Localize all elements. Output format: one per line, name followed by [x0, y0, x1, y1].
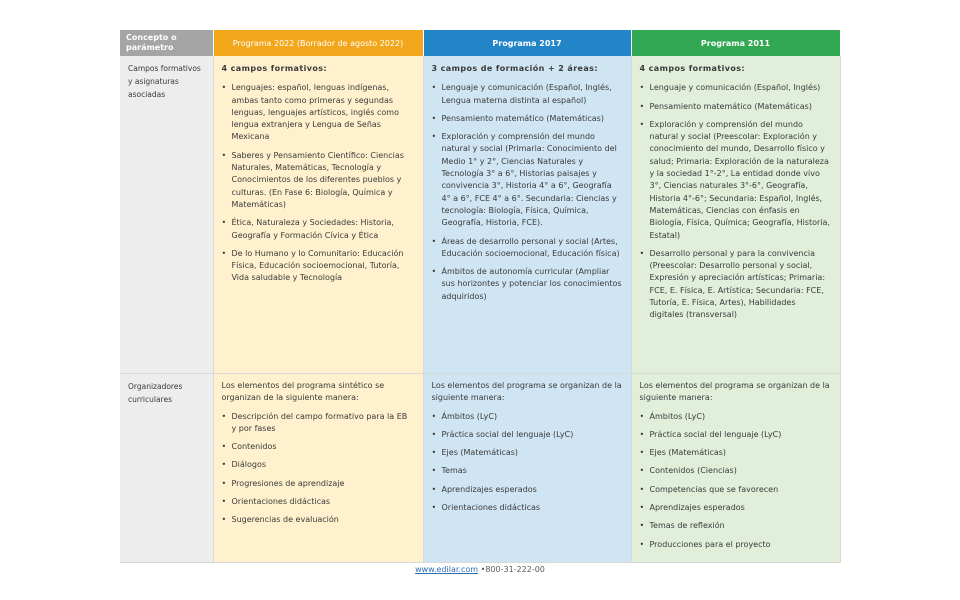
list-item: • Práctica social del lenguaje (LyC) [432, 429, 623, 441]
cell-caption: 4 campos formativos: [221, 64, 327, 73]
list-item: • Práctica social del lenguaje (LyC) [640, 429, 832, 441]
table-row-campos [120, 56, 840, 374]
bullet-list [432, 82, 623, 303]
list-item: • Saberes y Pensamiento Científico: Ciencias Naturales, Matemáticas, Tecnología y Conocimientos de los diferentes pueblos y culturas. (En Fase 6: Biología, Química y Matemáticas) [222, 150, 415, 211]
list-item: • Orientaciones didácticas [222, 496, 415, 508]
list-item: • Pensamiento matemático (Matemáticas) [432, 113, 623, 125]
row-label-organizadores: Organizadores curriculares [120, 374, 213, 563]
list-item: • Lenguaje y comunicación (Español, Inglés) [640, 82, 832, 94]
list-item: • Producciones para el proyecto [640, 539, 832, 551]
list-item: • Pensamiento matemático (Matemáticas) [640, 101, 832, 113]
list-item: • Progresiones de aprendizaje [222, 478, 415, 490]
cell-2011-campos [631, 56, 840, 374]
list-item: • De lo Humano y lo Comunitario: Educación Física, Educación socioemocional, Tutoría, Vida saludable y Tecnología [222, 248, 415, 285]
table-row-organizadores [120, 374, 840, 563]
list-item: • Ejes (Matemáticas) [432, 447, 623, 459]
bullet-list [222, 82, 415, 284]
header-concept: Concepto o parámetro [120, 30, 213, 56]
cell-intro: Los elementos del programa sintético se organizan de la siguiente manera: [221, 381, 385, 403]
list-item: • Exploración y comprensión del mundo natural y social (Primaria: Conocimiento del Medio 1° y 2°, Ciencias Naturales y Tecnología 3° a 6°, Historias paisajes y convivencia 3°, Historia 4° a 6°, Geografía 4° a 6°, FCE 4° a 6°. Secundaria: Ciencias y tecnología: Biología, Física, Química, Geografía, Historia, FCE). [432, 131, 623, 229]
list-item: • Sugerencias de evaluación [222, 514, 415, 526]
list-item: • Exploración y comprensión del mundo natural y social (Preescolar: Exploración y conocimiento del mundo, Desarrollo físico y salud; Primaria: Exploración de la naturaleza y la sociedad 1°-2°, La entidad donde vivo 3°, Ciencias naturales 3°-6°, Geografía, Historia 4°-6°; Secundaria: Español, Inglés, Matemáticas, Ciencias con énfasis en Biología, Física, Química; Geografía, Historia, Estatal) [640, 119, 832, 242]
list-item: • Áreas de desarrollo personal y social (Artes, Educación socioemocional, Educación física) [432, 236, 623, 261]
phone-number: •800-31-222-00 [480, 565, 545, 574]
bullet-list [432, 411, 623, 515]
header-program-2011: Programa 2011 [631, 30, 840, 56]
list-item: • Temas de reflexión [640, 520, 832, 532]
list-item: • Ámbitos de autonomía curricular (Ampliar sus horizontes y potenciar los conocimientos adquiridos) [432, 266, 623, 303]
list-item: • Lenguajes: español, lenguas indígenas, ambas tanto como primeras y segundas lenguas, lenguajes artísticos, inglés como lengua extranjera y Lengua de Señas Mexicana [222, 82, 415, 143]
cell-2017-campos [423, 56, 631, 374]
list-item: • Contenidos [222, 441, 415, 453]
cell-2022-campos [213, 56, 423, 374]
cell-intro: Los elementos del programa se organizan de la siguiente manera: [431, 381, 622, 403]
cell-caption: 3 campos de formación + 2 áreas: [431, 64, 598, 73]
comparison-table [120, 30, 841, 563]
bullet-list [640, 411, 832, 551]
list-item: • Competencias que se favorecen [640, 484, 832, 496]
list-item: • Ejes (Matemáticas) [640, 447, 832, 459]
cell-2017-organizadores [423, 374, 631, 563]
list-item: • Aprendizajes esperados [432, 484, 623, 496]
list-item: • Ética, Naturaleza y Sociedades: Historia, Geografía y Formación Cívica y Ética [222, 217, 415, 242]
bullet-list [640, 82, 832, 321]
list-item: • Contenidos (Ciencias) [640, 465, 832, 477]
list-item: • Desarrollo personal y para la convivencia (Preescolar: Desarrollo personal y social, Expresión y apreciación artísticas; Primaria: FCE, E. Física, E. Artística; Secundaria: FCE, Tutoría, E. Física, Artes), Habilidades digitales (transversal) [640, 248, 832, 322]
page-footer [0, 565, 960, 574]
list-item: • Ámbitos (LyC) [432, 411, 623, 423]
header-program-2017: Programa 2017 [423, 30, 631, 56]
list-item: • Lenguaje y comunicación (Español, Inglés, Lengua materna distinta al español) [432, 82, 623, 107]
cell-2022-organizadores [213, 374, 423, 563]
row-label-campos: Campos formativos y asignaturas asociadas [120, 56, 213, 374]
cell-2011-organizadores [631, 374, 840, 563]
list-item: • Orientaciones didácticas [432, 502, 623, 514]
list-item: • Diálogos [222, 459, 415, 471]
list-item: • Descripción del campo formativo para la EB y por fases [222, 411, 415, 436]
list-item: • Temas [432, 465, 623, 477]
header-row [120, 30, 840, 56]
list-item: • Aprendizajes esperados [640, 502, 832, 514]
website-link[interactable]: www.edilar.com [415, 565, 479, 574]
list-item: • Ámbitos (LyC) [640, 411, 832, 423]
cell-caption: 4 campos formativos: [639, 64, 745, 73]
cell-intro: Los elementos del programa se organizan de la siguiente manera: [639, 381, 830, 403]
bullet-list [222, 411, 415, 527]
header-program-2022: Programa 2022 (Borrador de agosto 2022) [213, 30, 423, 56]
